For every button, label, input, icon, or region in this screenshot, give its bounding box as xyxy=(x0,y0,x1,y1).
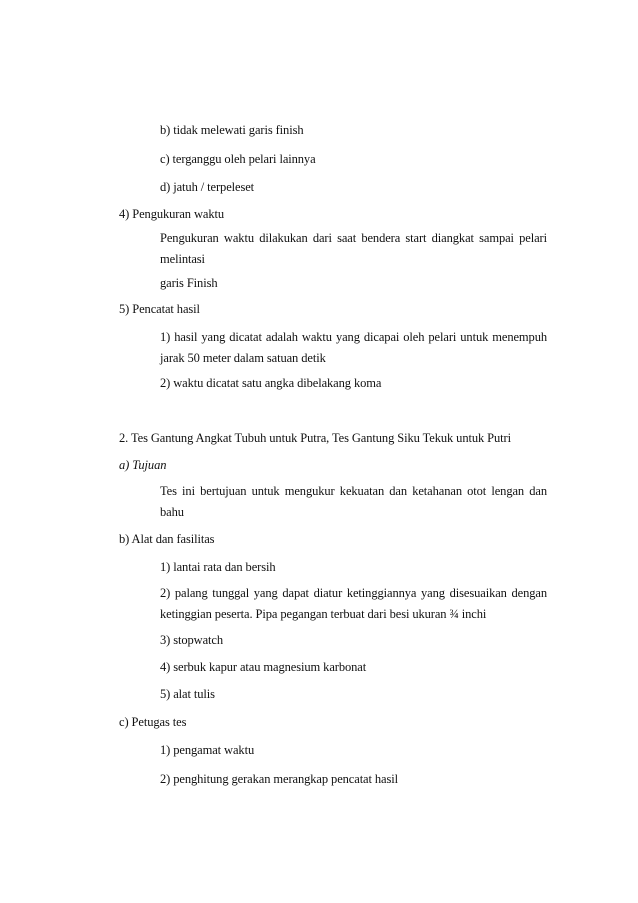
test-2-title: 2. Tes Gantung Angkat Tubuh untuk Putra, Tes Gantung Siku Tekuk untuk Putri xyxy=(119,431,511,445)
section-4-description-continued: garis Finish xyxy=(160,276,218,290)
list-item-d: d) jatuh / terpeleset xyxy=(160,180,255,194)
section-5-item-2: 2) waktu dicatat satu angka dibelakang koma xyxy=(160,376,382,390)
petugas-item-2: 2) penghitung gerakan merangkap pencatat hasil xyxy=(160,772,399,786)
petugas-heading: c) Petugas tes xyxy=(119,715,187,729)
alat-item-5: 5) alat tulis xyxy=(160,687,215,701)
section-5-item-1: 1) hasil yang dicatat adalah waktu yang dicapai oleh pelari untuk menempuh jarak 50 meter dalam satuan detik xyxy=(160,330,547,365)
tujuan-heading: a) Tujuan xyxy=(119,458,167,472)
alat-item-1: 1) lantai rata dan bersih xyxy=(160,560,276,574)
section-5-heading: 5) Pencatat hasil xyxy=(119,302,200,316)
alat-item-4: 4) serbuk kapur atau magnesium karbonat xyxy=(160,660,367,674)
list-item-c: c) terganggu oleh pelari lainnya xyxy=(160,152,316,166)
section-4-description: Pengukuran waktu dilakukan dari saat bendera start diangkat sampai pelari melintasi xyxy=(160,231,547,266)
alat-item-3: 3) stopwatch xyxy=(160,633,224,647)
alat-heading: b) Alat dan fasilitas xyxy=(119,532,215,546)
alat-item-2: 2) palang tunggal yang dapat diatur ketinggiannya yang disesuaikan dengan ketinggian peserta. Pipa pegangan terbuat dari besi ukuran ¾ inchi xyxy=(160,586,547,621)
tujuan-text: Tes ini bertujuan untuk mengukur kekuatan dan ketahanan otot lengan dan bahu xyxy=(160,484,547,519)
section-4-heading: 4) Pengukuran waktu xyxy=(119,207,225,221)
petugas-item-1: 1) pengamat waktu xyxy=(160,743,255,757)
list-item-b: b) tidak melewati garis finish xyxy=(160,123,304,137)
